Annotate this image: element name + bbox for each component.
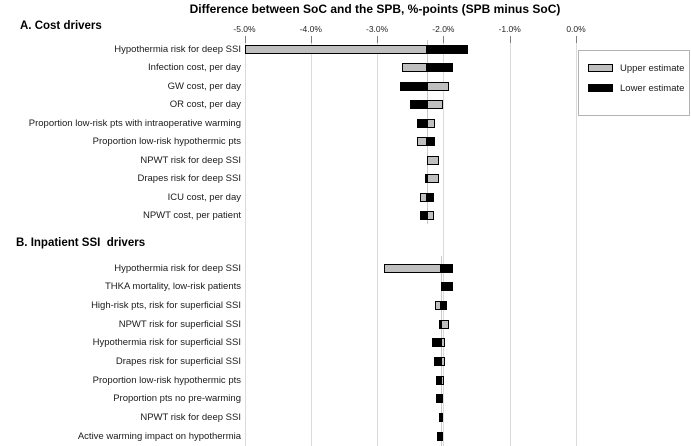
- bar-upper-estimate: [384, 264, 442, 273]
- x-axis-tick-mark: [245, 36, 246, 43]
- gridline: [245, 43, 246, 446]
- bar-lower-estimate: [427, 45, 468, 54]
- bar-upper-estimate: [427, 82, 450, 91]
- row-label: GW cost, per day: [167, 80, 241, 92]
- bar-upper-estimate: [420, 193, 427, 202]
- bar-lower-estimate: [420, 211, 427, 220]
- bar-lower-estimate: [441, 282, 453, 291]
- row-label: Infection cost, per day: [148, 62, 241, 73]
- row-label: Hypothermia risk for superficial SSI: [92, 337, 241, 349]
- bar-lower-estimate: [410, 100, 427, 109]
- row-label: ICU cost, per day: [167, 191, 241, 203]
- bar-upper-estimate: [441, 320, 448, 329]
- row-label: Proportion low-risk hypothermic pts: [92, 374, 241, 386]
- bar-lower-estimate: [427, 137, 435, 146]
- bar-upper-estimate: [427, 211, 434, 220]
- bar-upper-estimate: [417, 137, 427, 146]
- row-label: THKA mortality, low-risk patients: [104, 281, 241, 293]
- row-label: NPWT risk for deep SSI: [140, 412, 241, 424]
- row-label: NPWT risk for deep SSI: [140, 154, 241, 166]
- bar-lower-estimate: [417, 119, 427, 128]
- x-axis-tick-label: 0.0%: [566, 24, 586, 34]
- x-axis-tick-mark: [576, 36, 577, 43]
- bar-upper-estimate: [245, 45, 427, 54]
- bar-upper-estimate: [441, 376, 444, 385]
- bar-lower-estimate: [400, 82, 427, 91]
- row-label: Hypothermia risk for deep SSI: [114, 43, 241, 55]
- bar-upper-estimate: [427, 156, 440, 165]
- panel-b-heading: B. Inpatient SSI drivers: [16, 237, 146, 249]
- bar-lower-estimate: [441, 413, 443, 422]
- bar-lower-estimate: [441, 301, 446, 310]
- row-label: NPWT cost, per patient: [142, 210, 241, 221]
- bar-upper-estimate: [427, 174, 440, 183]
- legend: [578, 50, 690, 116]
- gridline: [377, 43, 378, 446]
- bar-upper-estimate: [439, 413, 441, 422]
- bar-upper-estimate: [441, 338, 445, 347]
- row-label: Active warming impact on hypothermia: [77, 430, 241, 442]
- bar-upper-estimate: [435, 301, 442, 310]
- chart-title: Difference between SoC and the SPB, %-points (SPB minus SoC): [189, 2, 561, 16]
- x-axis-tick-mark: [377, 36, 378, 43]
- bar-lower-estimate: [427, 63, 453, 72]
- x-axis-tick-label: -5.0%: [233, 24, 256, 34]
- upper-estimate-swatch: [588, 64, 613, 72]
- x-axis-tick-label: -3.0%: [365, 24, 389, 34]
- x-axis-tick-label: -1.0%: [498, 24, 521, 34]
- row-label: Proportion low-risk hypothermic pts: [92, 136, 241, 147]
- x-axis-tick-mark: [510, 36, 511, 43]
- row-label: Proportion pts no pre-warming: [113, 393, 241, 405]
- row-label: Hypothermia risk for deep SSI: [114, 262, 241, 274]
- bar-upper-estimate: [427, 100, 443, 109]
- row-label: OR cost, per day: [169, 99, 241, 110]
- row-label: NPWT risk for superficial SSI: [118, 318, 241, 330]
- bar-upper-estimate: [441, 394, 443, 403]
- x-axis-tick-mark: [311, 36, 312, 43]
- bar-lower-estimate: [427, 193, 434, 202]
- gridline: [576, 43, 577, 446]
- bar-upper-estimate: [427, 119, 436, 128]
- row-label: Proportion low-risk pts with intraoperative warming: [28, 117, 241, 129]
- legend-upper-label: Upper estimate: [620, 63, 685, 74]
- gridline: [510, 43, 511, 446]
- gridline: [443, 43, 444, 446]
- bar-lower-estimate: [441, 264, 452, 273]
- bar-upper-estimate: [441, 357, 445, 366]
- x-axis-tick-label: -4.0%: [299, 24, 322, 34]
- gridline: [311, 43, 312, 446]
- bar-lower-estimate: [434, 357, 441, 366]
- x-axis-tick-label: -2.0%: [432, 24, 455, 34]
- bar-upper-estimate: [402, 63, 427, 72]
- bar-upper-estimate: [441, 432, 443, 441]
- row-label: High-risk pts, risk for superficial SSI: [91, 299, 241, 311]
- row-label: Drapes risk for deep SSI: [137, 173, 241, 184]
- row-label: Drapes risk for superficial SSI: [115, 356, 241, 367]
- bar-lower-estimate: [432, 338, 441, 347]
- lower-estimate-swatch: [588, 84, 613, 92]
- legend-lower-label: Lower estimate: [620, 83, 685, 94]
- x-axis-tick-mark: [443, 36, 444, 43]
- panel-a-heading: A. Cost drivers: [20, 20, 102, 32]
